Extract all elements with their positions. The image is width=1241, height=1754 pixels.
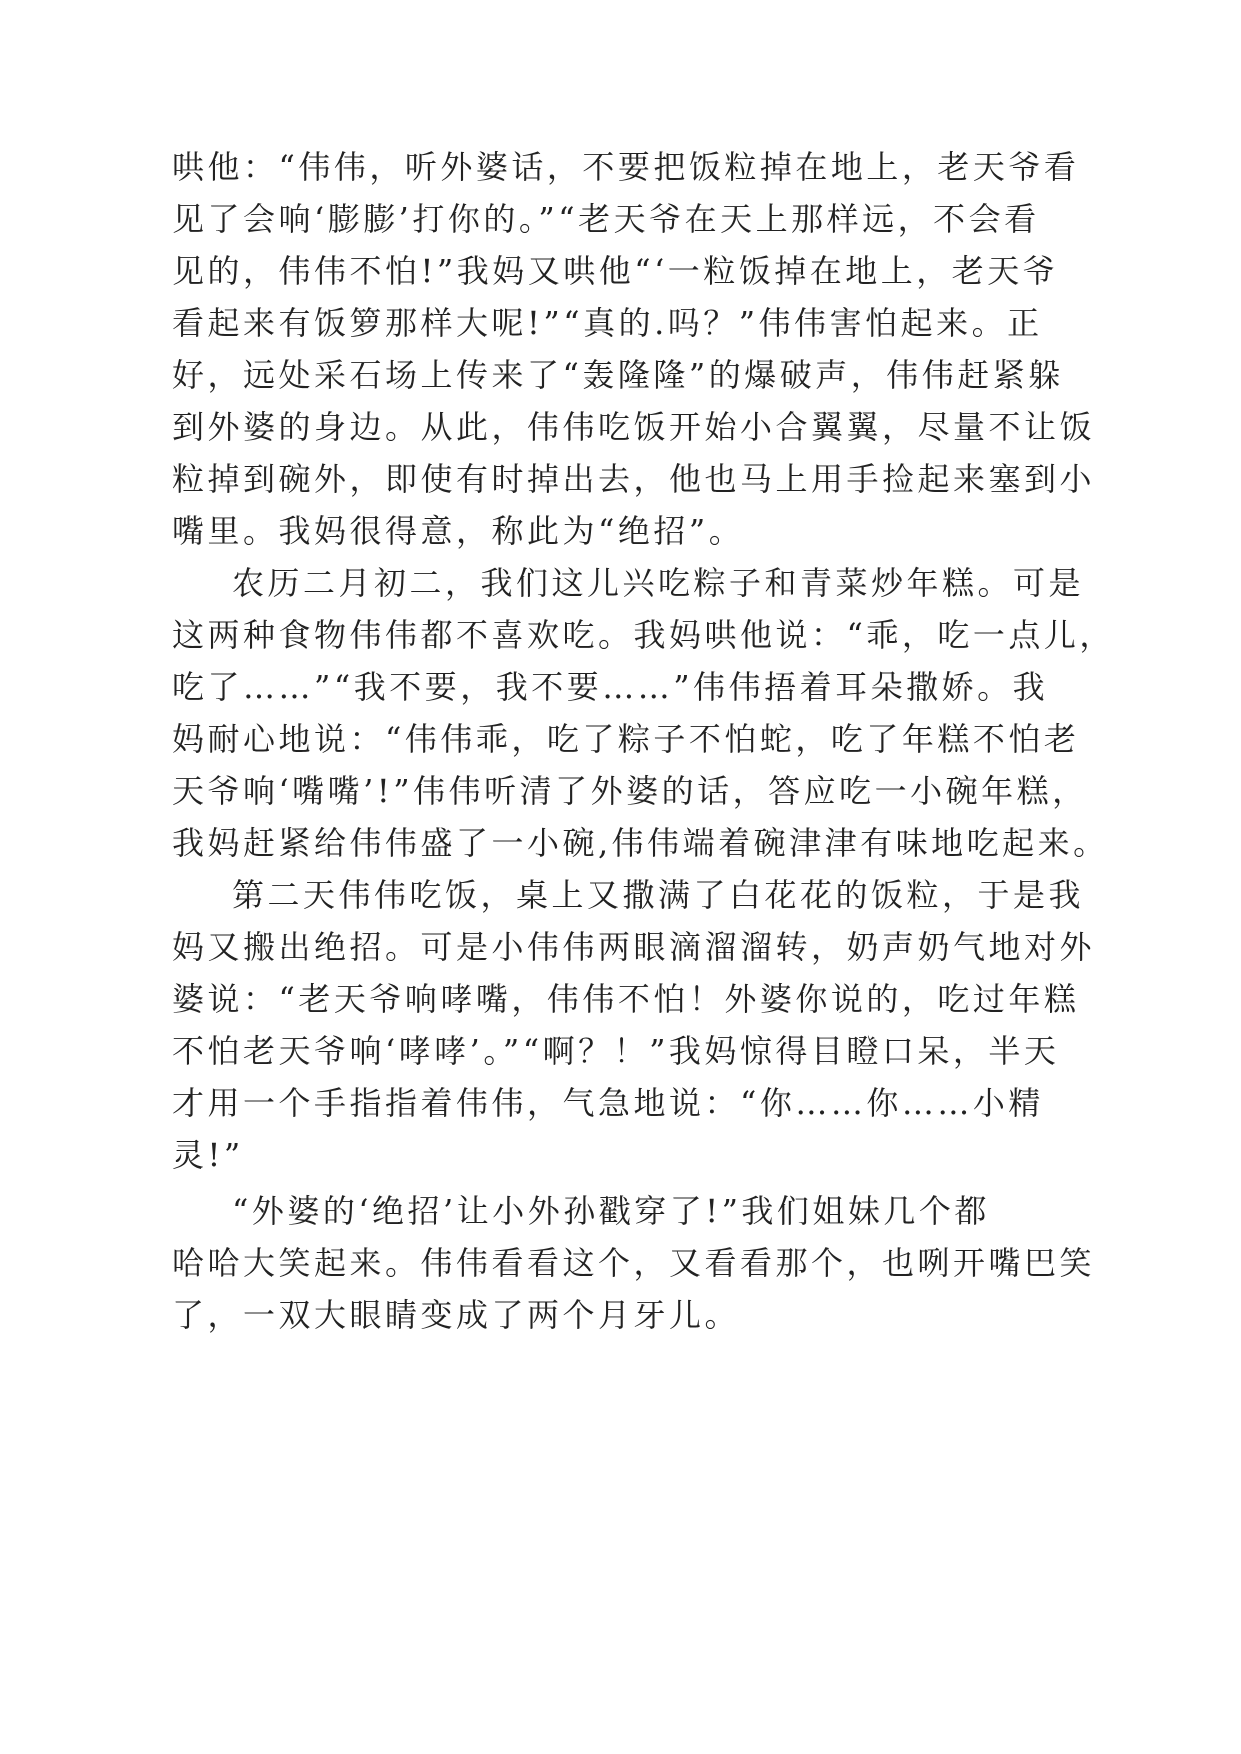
text-line: 见的，伟伟不怕!”我妈又哄他“‘一粒饭掉在地上，老天爷 [172,252,1059,290]
text-line: 不怕老天爷响‘哮哮’。”“啊？！”我妈惊得目瞪口呆，半天 [172,1032,1060,1070]
text-line: 到外婆的身边。从此，伟伟吃饭开始小合翼翼，尽量不让饭 [172,408,1096,446]
text-line: 这两种食物伟伟都不喜欢吃。我妈哄他说：“乖，吃一点儿， [172,616,1115,654]
text-line: 好，远处采石场上传来了“轰隆隆”的爆破声，伟伟赶紧躲 [172,356,1064,394]
text-line: 了，一双大眼睛变成了两个月牙儿。 [172,1296,741,1334]
text-line: 嘴里。我妈很得意，称此为“绝招”。 [172,512,745,550]
text-line: 吃了……”“我不要，我不要……”伟伟捂着耳朵撒娇。我 [172,668,1049,706]
text-line: 哈哈大笑起来。伟伟看看这个，又看看那个，也咧开嘴巴笑 [172,1244,1096,1282]
text-line: 粒掉到碗外，即使有时掉出去，他也马上用手捡起来塞到小 [172,460,1096,498]
text-line: 妈又搬出绝招。可是小伟伟两眼滴溜溜转，奶声奶气地对外 [172,928,1096,966]
text-line: 婆说：“老天爷响哮嘴，伟伟不怕！外婆你说的，吃过年糕 [172,980,1080,1018]
text-line: 哄他：“伟伟，听外婆话，不要把饭粒掉在地上，老天爷看 [172,148,1080,186]
text-line: 见了会响‘膨膨’打你的。”“老天爷在天上那样远，不会看 [172,200,1040,238]
text-line: 才用一个手指指着伟伟，气急地说：“你……你……小精 [172,1084,1044,1122]
text-line: 妈耐心地说：“伟伟乖，吃了粽子不怕蛇，吃了年糕不怕老 [172,720,1080,758]
paragraph-first-line: “外婆的‘绝招’让小外孙戳穿了!”我们姐妹几个都 [232,1192,990,1230]
text-line: 看起来有饭箩那样大呢!”“真的.吗？”伟伟害怕起来。正 [172,304,1043,342]
text-line: 灵!” [172,1136,244,1174]
text-line: 天爷响‘嘴嘴’!”伟伟听清了外婆的话，答应吃一小碗年糕， [172,772,1088,810]
paragraph-first-line: 第二天伟伟吃饭，桌上又撒满了白花花的饭粒，于是我 [232,876,1085,914]
text-line: 我妈赶紧给伟伟盛了一小碗,伟伟端着碗津津有味地吃起来。 [172,824,1109,862]
paragraph-first-line: 农历二月初二，我们这儿兴吃粽子和青菜炒年糕。可是 [232,564,1085,602]
